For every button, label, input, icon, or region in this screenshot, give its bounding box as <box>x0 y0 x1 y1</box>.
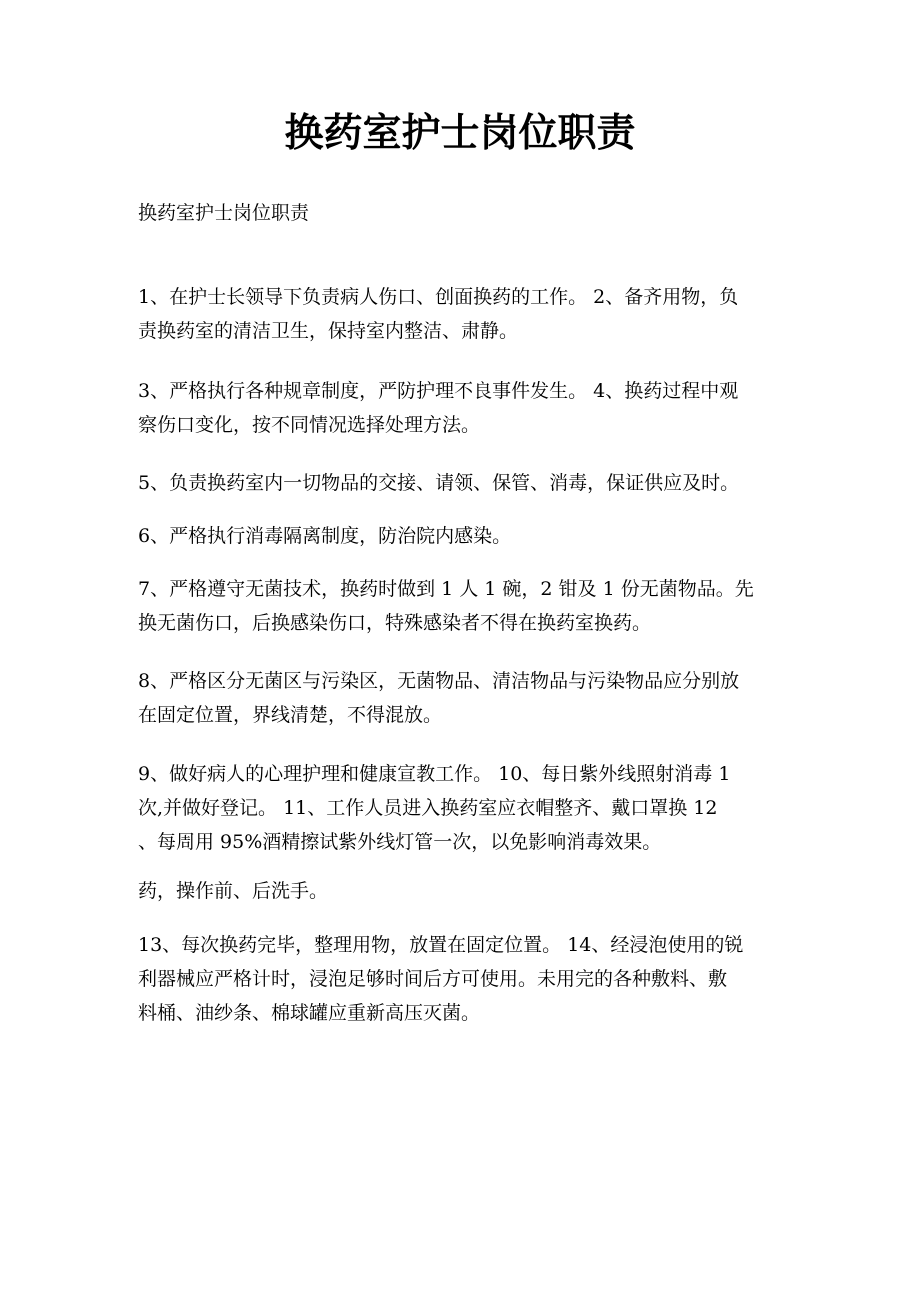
paragraph-duty-5 <box>138 466 788 500</box>
paragraph-line: 3、严格执行各种规章制度，严防护理不良事件发生。 4、换药过程中观 <box>138 380 739 402</box>
paragraph-line: 利器械应严格计时，浸泡足够时间后方可使用。未用完的各种敷料、敷 <box>138 968 728 990</box>
paragraph-line: 药，操作前、后洗手。 <box>138 880 329 902</box>
paragraph-duty-9-12 <box>138 757 788 859</box>
paragraph-duty-7 <box>138 572 788 640</box>
paragraph-duty-13-14 <box>138 928 788 1030</box>
paragraph-duty-3-4 <box>138 374 788 442</box>
paragraph-line: 9、做好病人的心理护理和健康宣教工作。 10、每日紫外线照射消毒 1 <box>138 763 731 785</box>
paragraph-line: 料桶、油纱条、棉球罐应重新高压灭菌。 <box>138 1002 481 1024</box>
paragraph-line: 6、严格执行消毒隔离制度，防治院内感染。 <box>138 525 512 547</box>
paragraph-line: 、每周用 95%酒精擦试紫外线灯管一次，以免影响消毒效果。 <box>138 831 662 853</box>
paragraph-line: 次,并做好登记。 11、工作人员进入换药室应衣帽整齐、戴口罩换 12 <box>138 797 718 819</box>
paragraph-duty-8 <box>138 664 788 732</box>
paragraph-line: 1、在护士长领导下负责病人伤口、创面换药的工作。 2、备齐用物，负 <box>138 286 739 308</box>
paragraph-duty-11-continued <box>138 874 788 908</box>
paragraph-line: 换无菌伤口，后换感染伤口，特殊感染者不得在换药室换药。 <box>138 612 652 634</box>
paragraph-duty-6 <box>138 519 788 553</box>
document-subtitle <box>138 196 788 230</box>
subtitle-line: 换药室护士岗位职责 <box>138 202 310 224</box>
paragraph-line: 7、严格遵守无菌技术，换药时做到 1 人 1 碗，2 钳及 1 份无菌物品。先 <box>138 578 754 600</box>
paragraph-line: 13、每次换药完毕，整理用物，放置在固定位置。 14、经浸泡使用的锐 <box>138 934 744 956</box>
document-title: 换药室护士岗位职责 <box>284 111 636 156</box>
paragraph-duty-1-2 <box>138 280 788 348</box>
paragraph-line: 察伤口变化，按不同情况选择处理方法。 <box>138 414 481 436</box>
paragraph-line: 责换药室的清洁卫生，保持室内整洁、肃静。 <box>138 320 519 342</box>
paragraph-line: 在固定位置，界线清楚，不得混放。 <box>138 704 443 726</box>
paragraph-line: 8、严格区分无菌区与污染区，无菌物品、清洁物品与污染物品应分别放 <box>138 670 740 692</box>
paragraph-line: 5、负责换药室内一切物品的交接、请领、保管、消毒，保证供应及时。 <box>138 472 740 494</box>
